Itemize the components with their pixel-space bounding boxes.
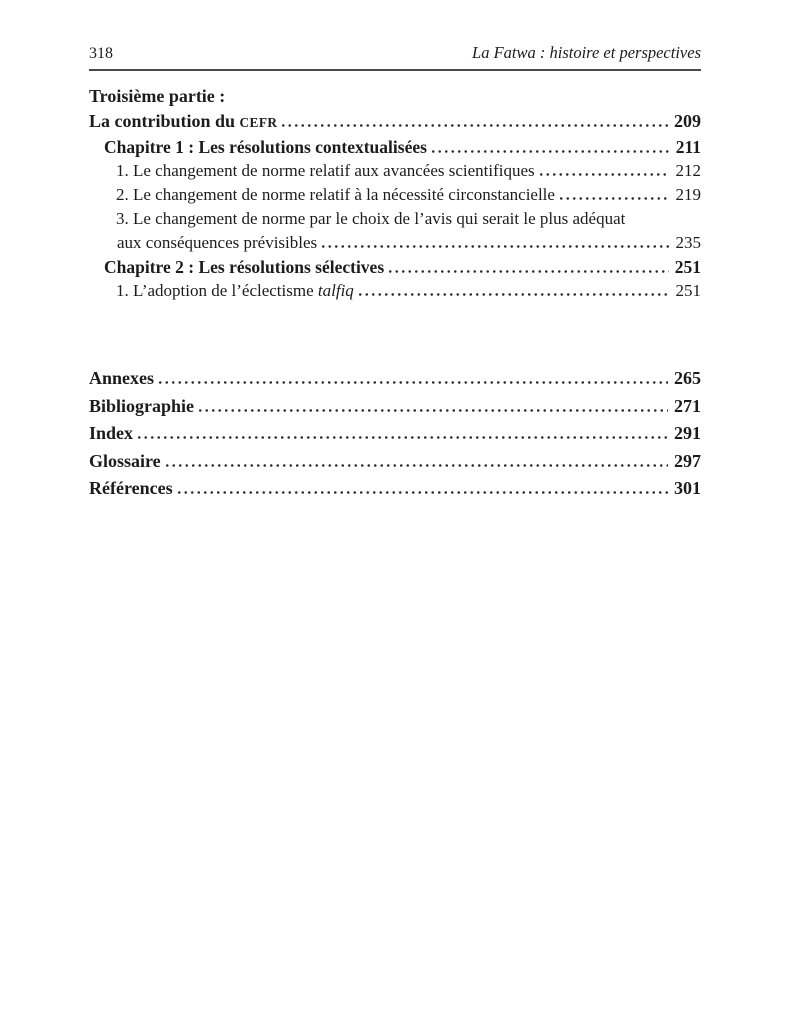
toc-entry-2-1 [89,279,701,303]
toc-part-title-text: Troisième partie : [89,86,226,106]
toc-entry-1-1 [89,159,701,183]
back-matter-page-number: 271 [674,395,701,416]
toc-part-title-line1 [89,84,701,109]
toc-page-number: 212 [675,161,701,180]
cefr-acronym: CEFR [239,114,278,130]
toc-entry-continuation-text: aux conséquences prévisibles [117,233,318,252]
back-matter-entry-references [89,475,701,503]
dot-leader [197,409,668,412]
toc-part-title-line2-text [89,109,277,136]
dot-leader [538,173,670,176]
dot-leader [164,464,668,467]
toc-part-line2-prefix: La contribution du [89,110,240,131]
back-matter-label: Index [89,423,134,443]
dot-leader [430,150,670,153]
toc-entry-1-2 [89,183,701,207]
running-header [89,43,701,71]
back-matter-entry-annexes [89,365,701,393]
back-matter-page-number: 265 [674,368,701,388]
header-page-number: 318 [89,45,113,62]
toc-page-number: 211 [675,137,701,157]
toc-entry-text: 3. Le changement de norme par le choix de l’avis qui serait le plus adéquat [116,209,626,228]
toc-page-number: 209 [674,110,701,131]
back-matter-page-number: 297 [674,450,701,471]
toc-part-title-line2 [89,109,701,136]
back-matter-label: Annexes [89,368,155,388]
back-matter-label: Glossaire [89,450,161,471]
back-matter-label: Bibliographie [89,395,195,416]
page-content [89,0,701,503]
back-matter-entry-glossaire [89,448,701,476]
back-matter-entry-bibliographie [89,393,701,421]
toc-page-number: 219 [675,185,701,204]
toc-chapter-2 [89,255,701,279]
toc-chapter-title: Chapitre 1 : Les résolutions contextualisées [104,137,427,157]
dot-leader [176,491,668,494]
toc-entry-1-3-line2 [89,231,701,255]
toc-chapter-title: Chapitre 2 : Les résolutions sélectives [104,257,385,277]
dot-leader [558,197,670,200]
header-running-title: La Fatwa : histoire et perspectives [472,43,701,62]
toc-entry-text [116,279,354,303]
table-of-contents [89,84,701,303]
dot-leader [320,245,669,248]
talfiq-italic-term: talfiq [317,281,354,300]
back-matter-page-number: 291 [674,423,701,443]
toc-chapter-1 [89,135,701,159]
dot-leader [387,270,669,273]
back-matter-page-number: 301 [674,478,701,498]
toc-entry-prefix: 1. L’adoption de l’éclectisme [116,281,318,300]
dot-leader [157,381,668,384]
toc-page-number: 251 [675,281,701,300]
back-matter-list [89,365,701,503]
back-matter-entry-index [89,420,701,448]
dot-leader [280,124,668,127]
back-matter-label: Références [89,478,173,498]
toc-entry-1-3-line1 [89,207,701,231]
toc-entry-text: 2. Le changement de norme relatif à la nécessité circonstancielle [116,185,555,204]
toc-page-number: 235 [675,233,701,252]
dot-leader [357,293,670,296]
toc-entry-text: 1. Le changement de norme relatif aux avancées scientifiques [116,161,535,180]
toc-page-number: 251 [674,257,701,277]
dot-leader [136,436,668,439]
